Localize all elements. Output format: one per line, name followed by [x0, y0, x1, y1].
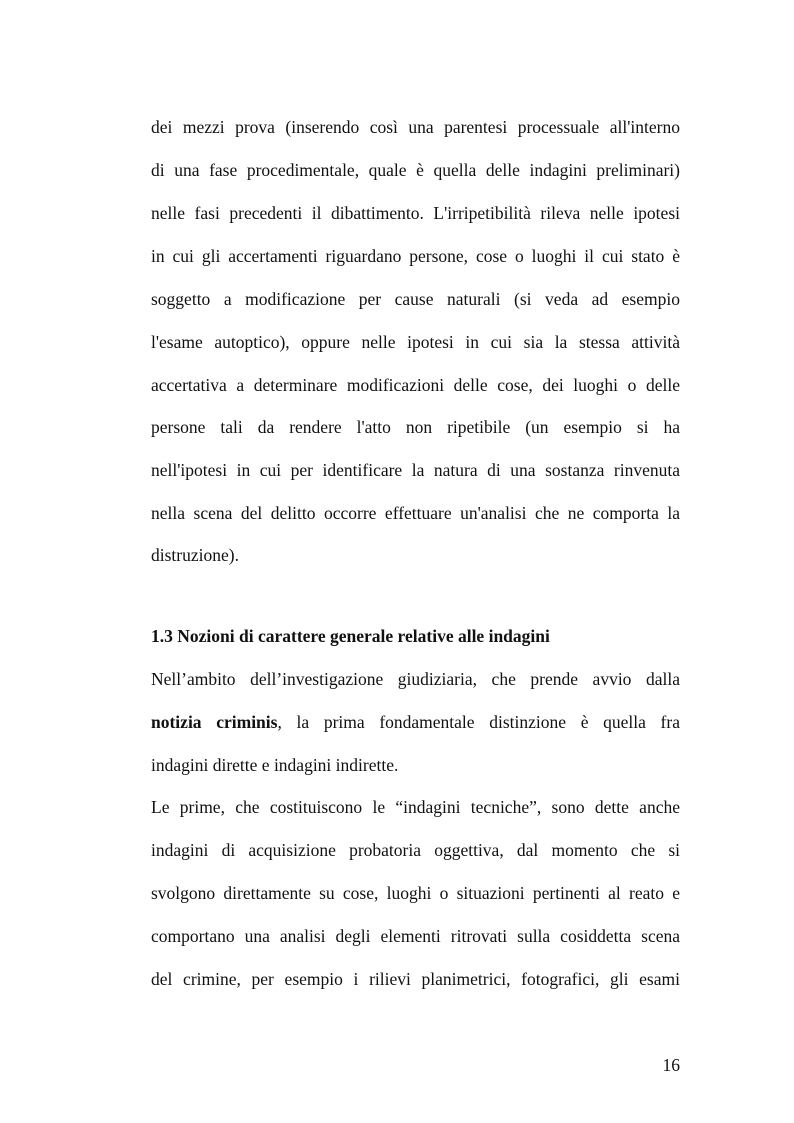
text-line: indagini dirette e indagini indirette.: [151, 755, 399, 775]
text-line: di una fase procedimentale, quale è quella delle indagini preliminari): [151, 160, 680, 180]
text-line: in cui gli accertamenti riguardano persone, cose o luoghi il cui stato è: [151, 246, 680, 266]
bold-term: notizia criminis: [151, 712, 278, 732]
text-line: svolgono direttamente su cose, luoghi o situazioni pertinenti al reato e: [151, 883, 680, 903]
text-line: del crimine, per esempio i rilievi planimetrici, fotografici, gli esami: [151, 969, 680, 989]
text-line: soggetto a modificazione per cause naturali (si veda ad esempio: [151, 289, 680, 309]
text-line: accertativa a determinare modificazioni delle cose, dei luoghi o delle: [151, 375, 680, 395]
text-line: l'esame autoptico), oppure nelle ipotesi in cui sia la stessa attività: [151, 332, 680, 352]
text-line: [151, 711, 680, 733]
section-heading: 1.3 Nozioni di carattere generale relative alle indagini: [151, 626, 550, 646]
text-line: persone tali da rendere l'atto non ripetibile (un esempio si ha: [151, 417, 680, 437]
text-line: Nell’ambito dell’investigazione giudiziaria, che prende avvio dalla: [151, 669, 680, 689]
text-line: Le prime, che costituiscono le “indagini tecniche”, sono dette anche: [151, 797, 680, 817]
text-line: nelle fasi precedenti il dibattimento. L'irripetibilità rileva nelle ipotesi: [151, 203, 680, 223]
page-number: 16: [662, 1055, 680, 1075]
text-line: indagini di acquisizione probatoria oggettiva, dal momento che si: [151, 840, 680, 860]
text-line: dei mezzi prova (inserendo così una parentesi processuale all'interno: [151, 117, 680, 137]
text-fragment: , la prima fondamentale distinzione è quella fra: [277, 712, 680, 732]
text-line: distruzione).: [151, 545, 239, 565]
text-line: nell'ipotesi in cui per identificare la natura di una sostanza rinvenuta: [151, 460, 680, 480]
text-line: comportano una analisi degli elementi ritrovati sulla cosiddetta scena: [151, 926, 680, 946]
text-line: nella scena del delitto occorre effettuare un'analisi che ne comporta la: [151, 503, 680, 523]
